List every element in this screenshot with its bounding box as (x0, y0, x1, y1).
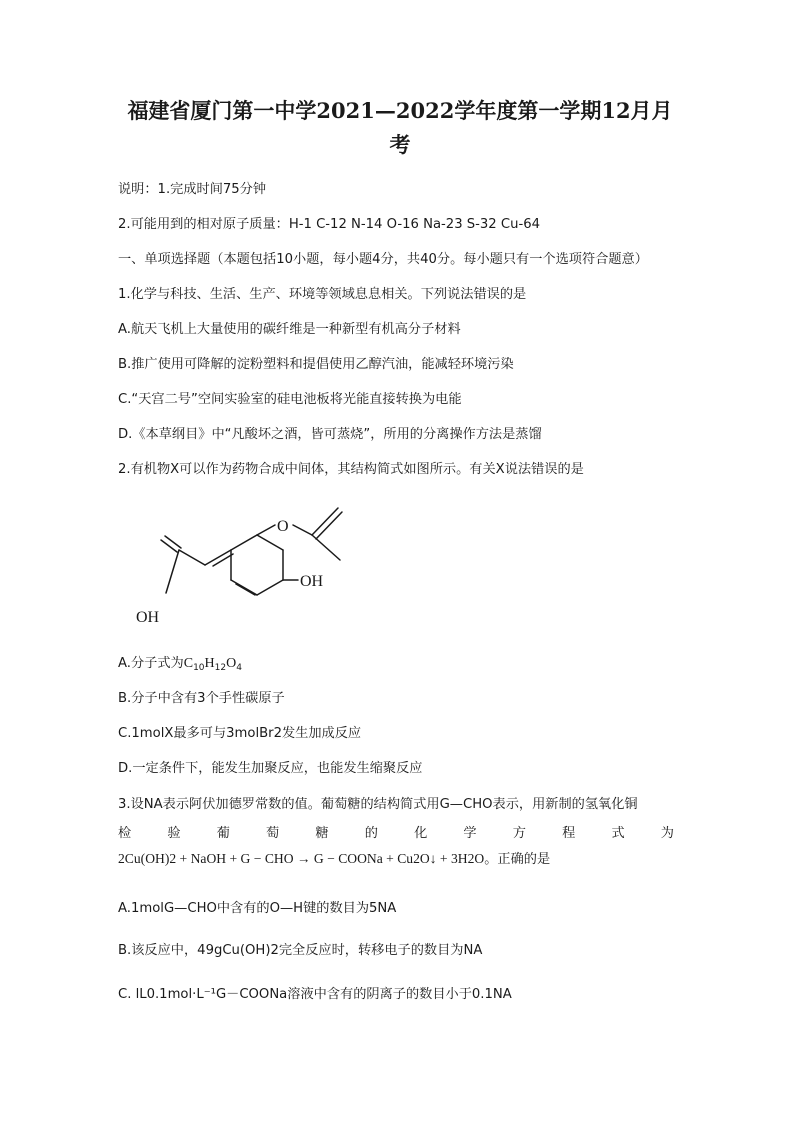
formula-h-count: 12 (214, 663, 227, 673)
q2-option-c: C.1molX最多可与3molBr2发生加成反应 (118, 726, 362, 741)
q3-word: 化 (414, 826, 428, 841)
q1-option-a: A.航天飞机上大量使用的碳纤维是一种新型有机高分子材料 (118, 322, 461, 337)
ring-hydroxyl-label: OH (300, 573, 324, 590)
title-line-2: 考 (389, 132, 411, 157)
q3-word: 葡 (216, 826, 230, 841)
note-atomic-mass: 2.可能用到的相对原子质量：H-1 C-12 N-14 O-16 Na-23 S-32 Cu-64 (118, 217, 540, 232)
q1-option-d: D.《本草纲目》中“凡酸坏之酒，皆可蒸烧”，所用的分离操作方法是蒸馏 (118, 427, 542, 442)
title-line-1: 福建省厦门第一中学2021—2022学年度第一学期12月月 (127, 98, 673, 123)
q2-option-d: D.一定条件下，能发生加聚反应，也能发生缩聚反应 (118, 761, 423, 776)
formula-h: H (204, 656, 215, 671)
ether-oxygen-label: O (277, 518, 289, 535)
q3-word: 糖 (315, 826, 329, 841)
formula-c: C (183, 656, 194, 671)
formula-o: O (226, 656, 237, 671)
equation-tail: 。正确的是 (484, 852, 551, 867)
formula-c-count: 10 (193, 663, 205, 673)
q3-word: 程 (562, 826, 576, 841)
equation-text: 2Cu(OH)2 + NaOH + G − CHO → G − COONa + Cu2O↓ + 3H2O (118, 851, 485, 866)
page-title (120, 94, 680, 162)
q1-stem: 1.化学与科技、生活、生产、环境等领域息息相关。下列说法错误的是 (118, 287, 527, 302)
q3-stem-line-1: 3.设NA表示阿伏加德罗常数的值。葡萄糖的结构简式用G—CHO表示，用新制的氢氧化铜 (118, 797, 638, 812)
q3-option-b: B.该反应中，49gCu(OH)2完全反应时，转移电子的数目为NA (118, 943, 483, 958)
q2-option-a-prefix: A.分子式为 (118, 656, 184, 671)
q3-word: 检 (118, 826, 132, 841)
q3-stem-line-2 (118, 822, 674, 841)
molecule-structure (128, 498, 358, 630)
section-heading: 一、单项选择题（本题包括10小题，每小题4分，共40分。每小题只有一个选项符合题意） (118, 252, 648, 267)
q3-option-a: A.1molG—CHO中含有的O—H键的数目为5NA (118, 901, 397, 916)
q2-stem: 2.有机物X可以作为药物合成中间体，其结构简式如图所示。有关X说法错误的是 (118, 462, 584, 477)
q1-option-b: B.推广使用可降解的淀粉塑料和提倡使用乙醇汽油，能减轻环境污染 (118, 357, 514, 372)
q3-word: 方 (512, 826, 526, 841)
acid-hydroxyl-label: OH (136, 609, 160, 626)
note-time: 说明：1.完成时间75分钟 (118, 182, 267, 197)
q3-word: 式 (611, 826, 625, 841)
formula-o-count: 4 (236, 663, 242, 673)
q3-word: 萄 (266, 826, 280, 841)
q3-word: 为 (660, 826, 674, 841)
q3-word: 验 (167, 826, 181, 841)
q3-word: 学 (463, 826, 477, 841)
q1-option-c: C.“天宫二号”空间实验室的硅电池板将光能直接转换为电能 (118, 392, 462, 407)
q2-option-a (118, 652, 714, 673)
q3-word: 的 (364, 826, 378, 841)
reaction-equation (118, 848, 550, 867)
q3-option-c: C. lL0.1mol·L⁻¹G－COONa溶液中含有的阴离子的数目小于0.1NA (118, 987, 512, 1002)
q2-option-b: B.分子中含有3个手性碳原子 (118, 691, 285, 706)
